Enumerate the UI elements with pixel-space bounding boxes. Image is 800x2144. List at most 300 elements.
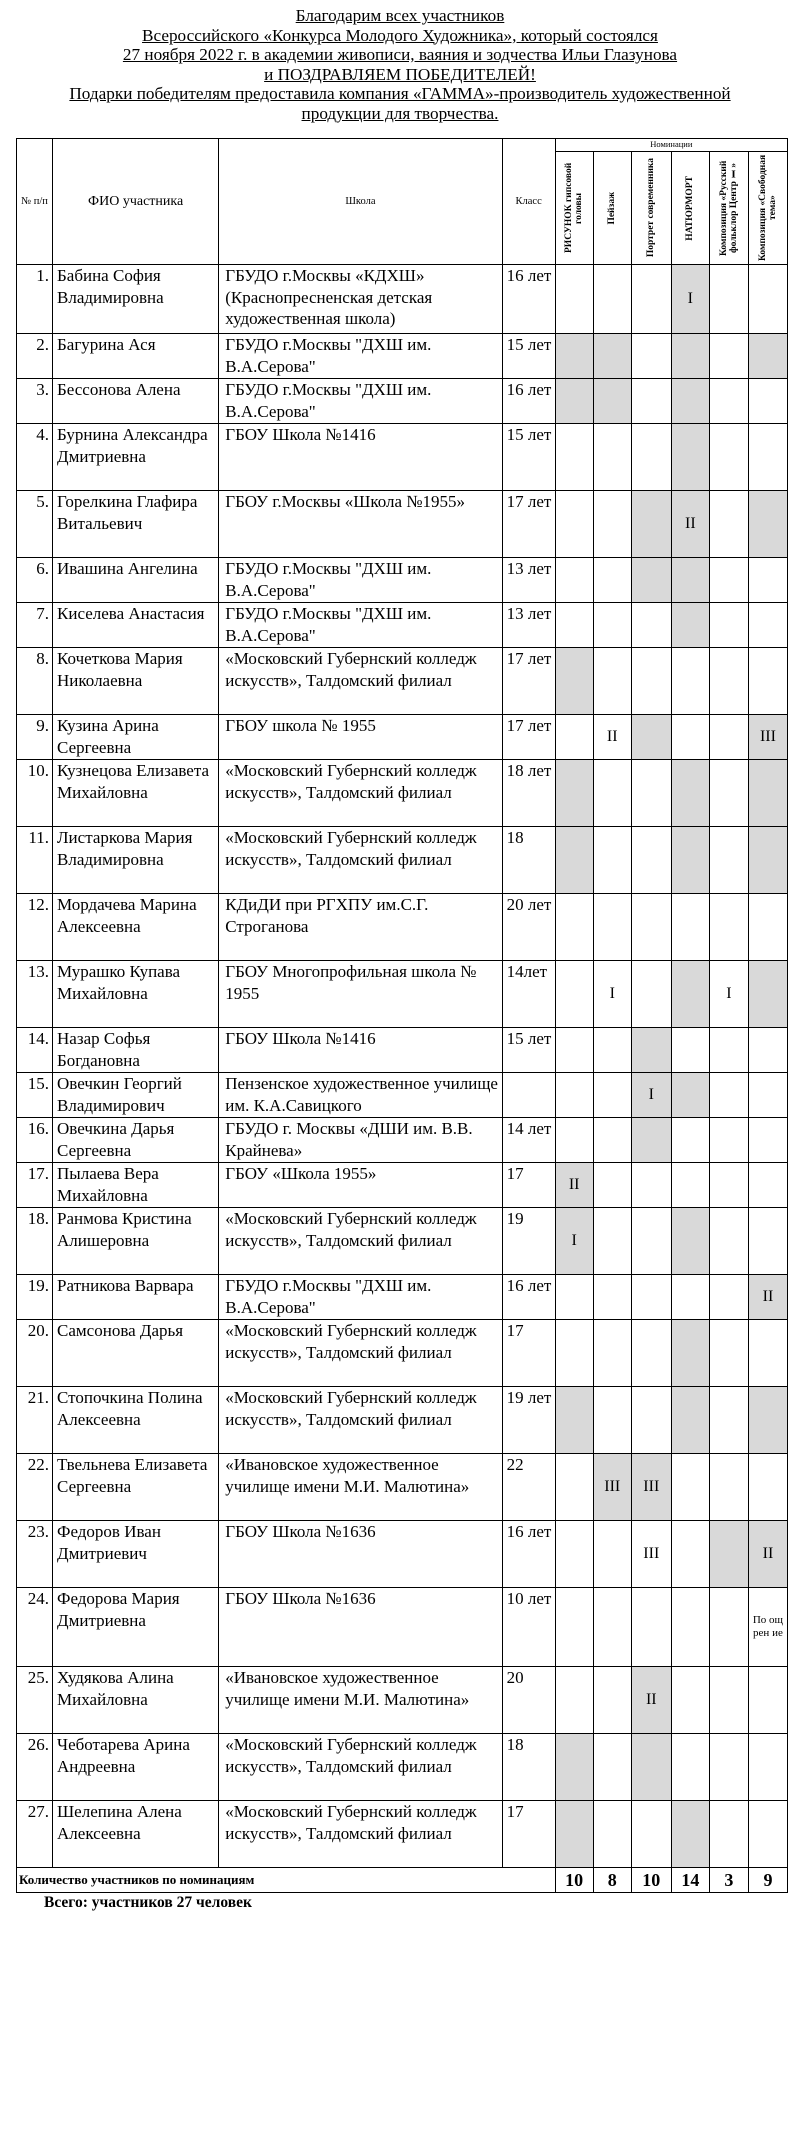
nomination-cell: [593, 558, 631, 603]
nomination-cell: [748, 1028, 787, 1073]
table-row: [17, 1028, 788, 1073]
nomination-cell: I: [631, 1073, 671, 1118]
table-row: [17, 894, 788, 961]
nomination-cell: [593, 1801, 631, 1868]
header-nom-5: Композиция «Русский фольклор Центр Ⅰ»: [709, 152, 748, 265]
nomination-cell: [709, 827, 748, 894]
school-name: ГБУДО г.Москвы «КДХШ» (Краснопресненская детская художественная школа): [219, 265, 502, 334]
nomination-cell: II: [748, 1521, 787, 1588]
header-nom-4: НАТЮРМОРТ: [671, 152, 709, 265]
nomination-cell: II: [748, 1275, 787, 1320]
nomination-cell: [671, 1454, 709, 1521]
table-row: [17, 715, 788, 760]
nomination-cell: [709, 379, 748, 424]
nomination-cell: [631, 648, 671, 715]
nomination-cell: [709, 1118, 748, 1163]
total-value: 14: [671, 1868, 709, 1893]
participant-name: Твельнева Елизавета Сергеевна: [53, 1454, 219, 1521]
participant-name: Стопочкина Полина Алексеевна: [53, 1387, 219, 1454]
participant-name: Худякова Алина Михайловна: [53, 1667, 219, 1734]
school-name: ГБУДО г.Москвы "ДХШ им. В.А.Серова": [219, 558, 502, 603]
nomination-cell: [593, 1073, 631, 1118]
school-name: ГБОУ школа № 1955: [219, 715, 502, 760]
nomination-cell: [555, 334, 593, 379]
nomination-cell: [671, 1118, 709, 1163]
nomination-cell: [555, 558, 593, 603]
class-value: 16 лет: [502, 1521, 555, 1588]
nomination-cell: [671, 827, 709, 894]
school-name: ГБУДО г.Москвы "ДХШ им. В.А.Серова": [219, 379, 502, 424]
nomination-cell: [671, 961, 709, 1028]
nomination-cell: [555, 1028, 593, 1073]
nomination-cell: [748, 558, 787, 603]
nomination-cell: [555, 1454, 593, 1521]
class-value: [502, 1073, 555, 1118]
nomination-cell: [709, 1320, 748, 1387]
nomination-cell: [671, 1163, 709, 1208]
nomination-cell: [631, 894, 671, 961]
row-number: 1.: [17, 265, 53, 334]
participant-name: Кузина Арина Сергеевна: [53, 715, 219, 760]
row-number: 6.: [17, 558, 53, 603]
class-value: 10 лет: [502, 1588, 555, 1667]
class-value: 15 лет: [502, 1028, 555, 1073]
nomination-cell: [709, 334, 748, 379]
participant-name: Бессонова Алена: [53, 379, 219, 424]
class-value: 22: [502, 1454, 555, 1521]
table-row: [17, 648, 788, 715]
participant-name: Назар Софья Богдановна: [53, 1028, 219, 1073]
class-value: 16 лет: [502, 379, 555, 424]
row-number: 21.: [17, 1387, 53, 1454]
nomination-cell: [555, 1588, 593, 1667]
nomination-cell: [631, 1320, 671, 1387]
school-name: «Московский Губернский колледж искусств», Талдомский филиал: [219, 1320, 502, 1387]
nomination-cell: [709, 1387, 748, 1454]
nomination-cell: [709, 1028, 748, 1073]
participant-name: Ивашина Ангелина: [53, 558, 219, 603]
nomination-cell: [631, 424, 671, 491]
nomination-cell: [748, 1454, 787, 1521]
nomination-cell: [555, 265, 593, 334]
header-line-5: Подарки победителям предоставила компания «ГАММА»-производитель художественной: [69, 84, 731, 104]
participant-name: Шелепина Алена Алексеевна: [53, 1801, 219, 1868]
participant-name: Пылаева Вера Михайловна: [53, 1163, 219, 1208]
nomination-cell: [631, 1163, 671, 1208]
nomination-cell: [631, 379, 671, 424]
nomination-cell: [748, 265, 787, 334]
results-table: [16, 138, 788, 1893]
nomination-cell: [593, 1118, 631, 1163]
row-number: 22.: [17, 1454, 53, 1521]
participant-name: Кочеткова Мария Николаевна: [53, 648, 219, 715]
nomination-cell: [555, 1801, 593, 1868]
header-line-2: Всероссийского «Конкурса Молодого Художника», который состоялся: [142, 25, 658, 45]
nomination-cell: [671, 558, 709, 603]
school-name: ГБУДО г.Москвы "ДХШ им. В.А.Серова": [219, 603, 502, 648]
participant-name: Горелкина Глафира Витальевич: [53, 491, 219, 558]
table-row: [17, 603, 788, 648]
header-nom-6: Композиция «Свободная тема»: [748, 152, 787, 265]
total-value: 8: [593, 1868, 631, 1893]
nomination-cell: [593, 1387, 631, 1454]
school-name: «Московский Губернский колледж искусств», Талдомский филиал: [219, 1387, 502, 1454]
table-row: [17, 1588, 788, 1667]
nomination-cell: [709, 1275, 748, 1320]
class-value: 17 лет: [502, 491, 555, 558]
nomination-cell: I: [671, 265, 709, 334]
participant-name: Федоров Иван Дмитриевич: [53, 1521, 219, 1588]
total-value: 3: [709, 1868, 748, 1893]
nomination-cell: [671, 1588, 709, 1667]
nomination-cell: [631, 827, 671, 894]
school-name: ГБУДО г. Москвы «ДШИ им. В.В. Крайнева»: [219, 1118, 502, 1163]
row-number: 15.: [17, 1073, 53, 1118]
class-value: 15 лет: [502, 334, 555, 379]
header-school: Школа: [219, 139, 502, 265]
nomination-cell: [748, 1320, 787, 1387]
class-value: 17: [502, 1163, 555, 1208]
nomination-cell: [593, 334, 631, 379]
participant-name: Багурина Ася: [53, 334, 219, 379]
nomination-cell: [709, 760, 748, 827]
page-header: [0, 6, 800, 124]
nomination-cell: [671, 334, 709, 379]
nomination-cell: [555, 1118, 593, 1163]
nomination-cell: [593, 648, 631, 715]
nomination-cell: [671, 1734, 709, 1801]
nomination-cell: [671, 603, 709, 648]
nomination-cell: [631, 334, 671, 379]
nomination-cell: III: [631, 1521, 671, 1588]
nomination-cell: [555, 648, 593, 715]
nomination-cell: [593, 1588, 631, 1667]
nomination-cell: [709, 1454, 748, 1521]
participant-name: Овечкин Георгий Владимирович: [53, 1073, 219, 1118]
nomination-cell: [709, 648, 748, 715]
row-number: 4.: [17, 424, 53, 491]
class-value: 13 лет: [502, 603, 555, 648]
nomination-cell: [671, 894, 709, 961]
nomination-cell: [593, 1320, 631, 1387]
nomination-cell: [555, 424, 593, 491]
class-value: 20: [502, 1667, 555, 1734]
header-nom-3: Портрет современника: [631, 152, 671, 265]
table-row: [17, 379, 788, 424]
nomination-cell: [748, 894, 787, 961]
nomination-cell: II: [555, 1163, 593, 1208]
nomination-cell: III: [631, 1454, 671, 1521]
nomination-cell: [748, 1163, 787, 1208]
nomination-cell: [593, 491, 631, 558]
school-name: ГБОУ Школа №1416: [219, 1028, 502, 1073]
class-value: 17 лет: [502, 715, 555, 760]
nomination-cell: [709, 424, 748, 491]
participant-name: Ратникова Варвара: [53, 1275, 219, 1320]
class-value: 18 лет: [502, 760, 555, 827]
table-row: [17, 265, 788, 334]
row-number: 14.: [17, 1028, 53, 1073]
header-nom-1: РИСУНОК гипсовой головы: [555, 152, 593, 265]
nomination-cell: [593, 827, 631, 894]
participant-name: Кузнецова Елизавета Михайловна: [53, 760, 219, 827]
nomination-cell: [671, 1320, 709, 1387]
nomination-cell: II: [593, 715, 631, 760]
table-row: [17, 1118, 788, 1163]
school-name: КДиДИ при РГХПУ им.С.Г. Строганова: [219, 894, 502, 961]
school-name: «Московский Губернский колледж искусств», Талдомский филиал: [219, 1801, 502, 1868]
row-number: 11.: [17, 827, 53, 894]
row-number: 5.: [17, 491, 53, 558]
nomination-cell: [555, 603, 593, 648]
nomination-cell: [671, 1073, 709, 1118]
row-number: 16.: [17, 1118, 53, 1163]
class-value: 15 лет: [502, 424, 555, 491]
nomination-cell: [709, 265, 748, 334]
nomination-cell: I: [593, 961, 631, 1028]
nomination-cell: [555, 1275, 593, 1320]
school-name: Пензенское художественное училище им. К.А.Савицкого: [219, 1073, 502, 1118]
row-number: 9.: [17, 715, 53, 760]
nomination-cell: I: [709, 961, 748, 1028]
nomination-cell: [593, 424, 631, 491]
school-name: «Московский Губернский колледж искусств», Талдомский филиал: [219, 760, 502, 827]
header-class: Класс: [502, 139, 555, 265]
participant-name: Ранмова Кристина Алишеровна: [53, 1208, 219, 1275]
participant-name: Мурашко Купава Михайловна: [53, 961, 219, 1028]
nomination-cell: [671, 1667, 709, 1734]
nomination-cell: [555, 1521, 593, 1588]
nomination-cell: [709, 1667, 748, 1734]
nomination-cell: [748, 1734, 787, 1801]
table-row: [17, 1667, 788, 1734]
table-row: [17, 558, 788, 603]
nomination-cell: [631, 760, 671, 827]
nomination-cell: [748, 424, 787, 491]
header-num: № п/п: [17, 139, 53, 265]
nomination-cell: [748, 379, 787, 424]
class-value: 17: [502, 1801, 555, 1868]
nomination-cell: [671, 1387, 709, 1454]
nomination-cell: [671, 1208, 709, 1275]
table-row: [17, 1320, 788, 1387]
nomination-cell: [593, 1734, 631, 1801]
nomination-cell: [709, 1734, 748, 1801]
school-name: ГБУДО г.Москвы "ДХШ им. В.А.Серова": [219, 334, 502, 379]
table-row: [17, 1275, 788, 1320]
nomination-cell: II: [671, 491, 709, 558]
nomination-cell: [593, 603, 631, 648]
participant-name: Бурнина Александра Дмитриевна: [53, 424, 219, 491]
nomination-cell: [748, 1801, 787, 1868]
nomination-cell: [748, 760, 787, 827]
nomination-cell: [631, 558, 671, 603]
row-number: 24.: [17, 1588, 53, 1667]
nomination-cell: [709, 1208, 748, 1275]
nomination-cell: [709, 1073, 748, 1118]
header-line-6: продукции для творчества.: [301, 103, 499, 123]
total-value: 9: [748, 1868, 787, 1893]
participant-name: Самсонова Дарья: [53, 1320, 219, 1387]
nomination-cell: [671, 1275, 709, 1320]
nomination-cell: I: [555, 1208, 593, 1275]
nomination-cell: [593, 265, 631, 334]
table-row: [17, 334, 788, 379]
nomination-cell: [593, 1667, 631, 1734]
school-name: ГБОУ Школа №1636: [219, 1521, 502, 1588]
nomination-cell: [671, 715, 709, 760]
school-name: ГБОУ «Школа 1955»: [219, 1163, 502, 1208]
table-row: [17, 827, 788, 894]
nomination-cell: [671, 424, 709, 491]
header-line-1: Благодарим всех участников: [295, 6, 505, 25]
nomination-cell: [748, 334, 787, 379]
nomination-cell: [671, 760, 709, 827]
nomination-cell: [709, 715, 748, 760]
table-row: [17, 424, 788, 491]
school-name: ГБОУ Школа №1636: [219, 1588, 502, 1667]
nomination-cell: [709, 1521, 748, 1588]
class-value: 13 лет: [502, 558, 555, 603]
nomination-cell: [555, 715, 593, 760]
row-number: 17.: [17, 1163, 53, 1208]
row-number: 13.: [17, 961, 53, 1028]
nomination-cell: [631, 265, 671, 334]
school-name: «Ивановское художественное училище имени М.И. Малютина»: [219, 1667, 502, 1734]
nomination-cell: [555, 894, 593, 961]
nomination-cell: [593, 894, 631, 961]
school-name: «Московский Губернский колледж искусств», Талдомский филиал: [219, 1734, 502, 1801]
row-number: 10.: [17, 760, 53, 827]
nomination-cell: III: [593, 1454, 631, 1521]
nomination-cell: II: [631, 1667, 671, 1734]
participant-name: Бабина София Владимировна: [53, 265, 219, 334]
nomination-cell: [709, 1588, 748, 1667]
table-row: [17, 491, 788, 558]
nomination-cell: [631, 715, 671, 760]
nomination-cell: [631, 1028, 671, 1073]
school-name: ГБОУ Школа №1416: [219, 424, 502, 491]
row-number: 18.: [17, 1208, 53, 1275]
table-row: [17, 1163, 788, 1208]
nomination-cell: [555, 1320, 593, 1387]
class-value: 16 лет: [502, 1275, 555, 1320]
table-row: [17, 1801, 788, 1868]
class-value: 18: [502, 1734, 555, 1801]
nomination-cell: [709, 603, 748, 648]
nomination-cell: [631, 961, 671, 1028]
school-name: ГБОУ г.Москвы «Школа №1955»: [219, 491, 502, 558]
nomination-cell: III: [748, 715, 787, 760]
header-fio: ФИО участника: [53, 139, 219, 265]
table-row: [17, 961, 788, 1028]
nomination-cell: По ощ рен ие: [748, 1588, 787, 1667]
nomination-cell: [555, 961, 593, 1028]
nomination-cell: [748, 827, 787, 894]
participant-name: Федорова Мария Дмитриевна: [53, 1588, 219, 1667]
class-value: 19 лет: [502, 1387, 555, 1454]
nomination-cell: [709, 1801, 748, 1868]
nomination-cell: [671, 1028, 709, 1073]
row-number: 7.: [17, 603, 53, 648]
participant-name: Киселева Анастасия: [53, 603, 219, 648]
nomination-cell: [593, 1028, 631, 1073]
table-row: [17, 1521, 788, 1588]
nomination-cell: [631, 1275, 671, 1320]
nomination-cell: [593, 1163, 631, 1208]
nomination-cell: [593, 1208, 631, 1275]
school-name: «Московский Губернский колледж искусств», Талдомский филиал: [219, 1208, 502, 1275]
table-row: [17, 1734, 788, 1801]
nomination-cell: [709, 1163, 748, 1208]
total-value: 10: [631, 1868, 671, 1893]
row-number: 23.: [17, 1521, 53, 1588]
nomination-cell: [631, 1588, 671, 1667]
nomination-cell: [631, 1118, 671, 1163]
nomination-cell: [555, 1667, 593, 1734]
nomination-cell: [671, 379, 709, 424]
school-name: ГБУДО г.Москвы "ДХШ им. В.А.Серова": [219, 1275, 502, 1320]
nomination-cell: [555, 1073, 593, 1118]
class-value: 16 лет: [502, 265, 555, 334]
nomination-cell: [748, 648, 787, 715]
nomination-cell: [748, 1073, 787, 1118]
table-row: [17, 1387, 788, 1454]
table-row: [17, 1454, 788, 1521]
total-label: Количество участников по номинациям: [17, 1868, 556, 1893]
school-name: «Московский Губернский колледж искусств», Талдомский филиал: [219, 827, 502, 894]
nomination-cell: [748, 1667, 787, 1734]
table-row: [17, 1208, 788, 1275]
class-value: 17 лет: [502, 648, 555, 715]
nomination-cell: [631, 491, 671, 558]
school-name: «Московский Губернский колледж искусств», Талдомский филиал: [219, 648, 502, 715]
nomination-cell: [555, 491, 593, 558]
participant-name: Мордачева Марина Алексеевна: [53, 894, 219, 961]
class-value: 14лет: [502, 961, 555, 1028]
nomination-cell: [631, 1208, 671, 1275]
nomination-cell: [671, 1801, 709, 1868]
header-line-3: 27 ноября 2022 г. в академии живописи, ваяния и зодчества Ильи Глазунова: [122, 45, 678, 65]
header-line-4: и ПОЗДРАВЛЯЕМ ПОБЕДИТЕЛЕЙ!: [264, 64, 536, 84]
class-value: 14 лет: [502, 1118, 555, 1163]
nomination-cell: [748, 1118, 787, 1163]
class-value: 20 лет: [502, 894, 555, 961]
row-number: 20.: [17, 1320, 53, 1387]
row-number: 19.: [17, 1275, 53, 1320]
total-value: 10: [555, 1868, 593, 1893]
nomination-cell: [631, 1734, 671, 1801]
row-number: 26.: [17, 1734, 53, 1801]
nomination-cell: [631, 1387, 671, 1454]
nomination-cell: [748, 1208, 787, 1275]
nomination-cell: [748, 961, 787, 1028]
school-name: ГБОУ Многопрофильная школа № 1955: [219, 961, 502, 1028]
total-row: [17, 1868, 788, 1893]
header-nom-2: Пейзаж: [593, 152, 631, 265]
nomination-cell: [593, 379, 631, 424]
nomination-cell: [709, 491, 748, 558]
table-row: [17, 760, 788, 827]
participant-name: Чеботарева Арина Андреевна: [53, 1734, 219, 1801]
footer-total: Всего: участников 27 человек: [44, 1894, 252, 1911]
row-number: 8.: [17, 648, 53, 715]
nomination-cell: [555, 379, 593, 424]
nomination-cell: [671, 1521, 709, 1588]
header-nominations: Номинации: [555, 139, 787, 152]
row-number: 2.: [17, 334, 53, 379]
nomination-cell: [555, 1734, 593, 1801]
